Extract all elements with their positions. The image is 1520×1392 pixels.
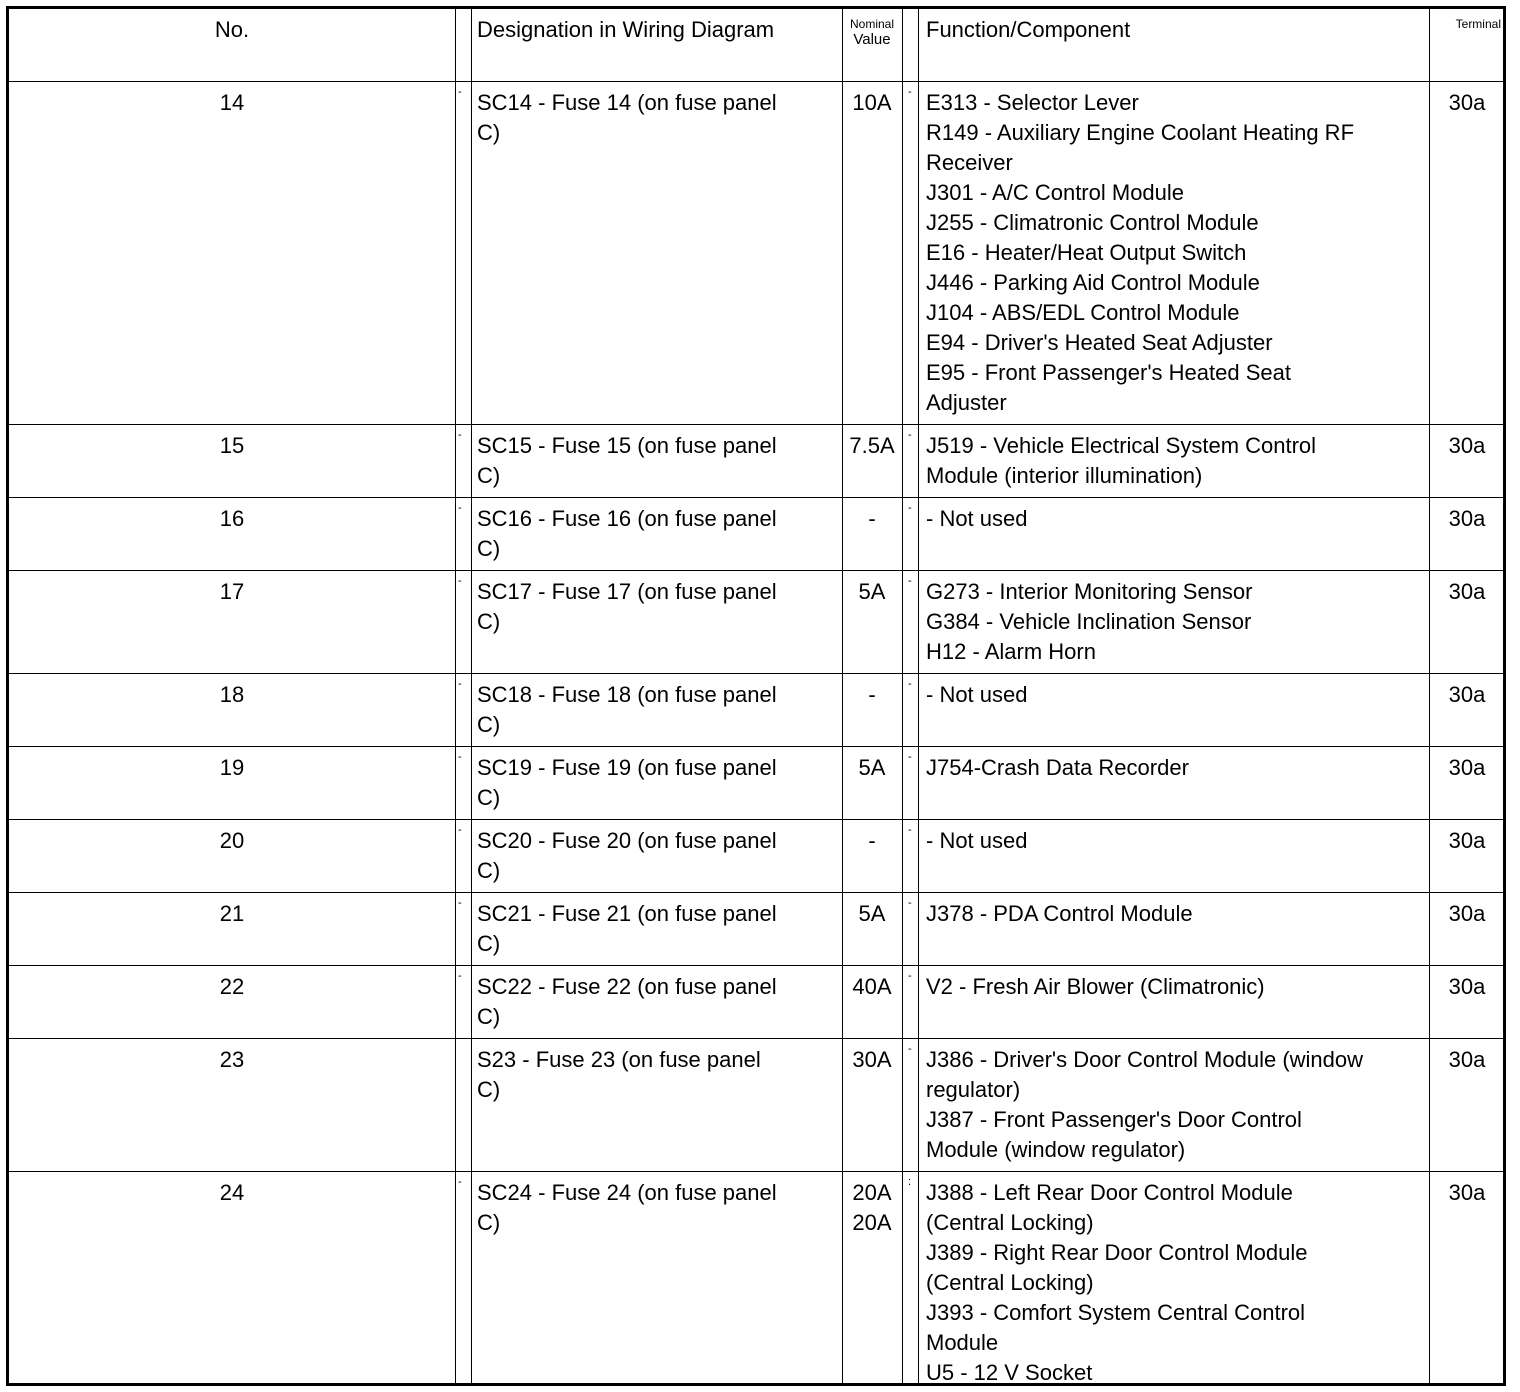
nominal-value-line: 20A — [852, 1180, 892, 1205]
designation-line: C) — [477, 931, 501, 956]
tick-mark: - — [458, 897, 462, 909]
function-component-line: J754-Crash Data Recorder — [926, 755, 1189, 780]
header-designation: Designation in Wiring Diagram — [477, 17, 775, 42]
nominal-value — [842, 571, 902, 607]
function-component-line: regulator) — [926, 1077, 1021, 1102]
tick-mark: - — [908, 751, 912, 763]
nominal-value — [842, 1172, 902, 1238]
terminal: 30a — [1448, 828, 1486, 853]
designation-line: C) — [477, 785, 501, 810]
fuse-number: 19 — [219, 755, 245, 780]
fuse-number: 22 — [219, 974, 245, 999]
terminal: 30a — [1448, 974, 1486, 999]
function-component — [926, 966, 1436, 1002]
nominal-value — [842, 82, 902, 118]
function-component-line: Module — [926, 1330, 999, 1355]
designation-line: C) — [477, 858, 501, 883]
nominal-value-line: 10A — [852, 90, 892, 115]
nominal-value-line: 5A — [858, 755, 886, 780]
tick-mark: - — [908, 575, 912, 587]
fuse-number: 24 — [219, 1180, 245, 1205]
function-component-line: - Not used — [926, 828, 1028, 853]
designation — [477, 747, 847, 813]
header-no: No. — [214, 17, 250, 42]
header-terminal: Terminal — [1455, 17, 1501, 31]
function-component-line: J301 - A/C Control Module — [926, 180, 1185, 205]
function-component-line: G384 - Vehicle Inclination Sensor — [926, 609, 1252, 634]
designation-line: C) — [477, 120, 501, 145]
function-component-line: J386 - Driver's Door Control Module (window — [926, 1047, 1364, 1072]
tick-mark: - — [458, 575, 462, 587]
function-component-line: J387 - Front Passenger's Door Control — [926, 1107, 1302, 1132]
designation — [477, 571, 847, 637]
nominal-value — [842, 966, 902, 1002]
table-row — [9, 571, 1503, 674]
function-component-line: E94 - Driver's Heated Seat Adjuster — [926, 330, 1273, 355]
designation-line: SC21 - Fuse 21 (on fuse panel — [477, 901, 777, 926]
tick-mark: - — [908, 502, 912, 514]
nominal-value-line: 40A — [852, 974, 892, 999]
tick-mark: - — [458, 751, 462, 763]
function-component — [926, 425, 1436, 491]
designation-line: SC15 - Fuse 15 (on fuse panel — [477, 433, 777, 458]
tick-mark: - — [458, 1176, 462, 1188]
function-component-line: E16 - Heater/Heat Output Switch — [926, 240, 1247, 265]
designation-line: C) — [477, 1004, 501, 1029]
designation-line: C) — [477, 712, 501, 737]
terminal: 30a — [1448, 506, 1486, 531]
designation — [477, 893, 847, 959]
fuse-table — [6, 6, 1506, 1386]
designation-line: C) — [477, 463, 501, 488]
fuse-number: 21 — [219, 901, 245, 926]
terminal: 30a — [1448, 901, 1486, 926]
terminal: 30a — [1448, 1047, 1486, 1072]
function-component — [926, 82, 1436, 418]
tick-mark: - — [458, 678, 462, 690]
function-component-line: Module (window regulator) — [926, 1137, 1186, 1162]
fuse-number: 17 — [219, 579, 245, 604]
designation — [477, 498, 847, 564]
table-row — [9, 966, 1503, 1039]
terminal: 30a — [1448, 1180, 1486, 1205]
function-component-line: J519 - Vehicle Electrical System Control — [926, 433, 1317, 458]
function-component-line: U5 - 12 V Socket — [926, 1360, 1093, 1385]
table-row — [9, 674, 1503, 747]
nominal-value-line: - — [868, 506, 876, 531]
function-component-line: J389 - Right Rear Door Control Module — [926, 1240, 1308, 1265]
tick-mark: - — [458, 502, 462, 514]
nominal-value — [842, 1039, 902, 1075]
function-component-line: J388 - Left Rear Door Control Module — [926, 1180, 1293, 1205]
designation — [477, 966, 847, 1032]
tick-mark: - — [908, 970, 912, 982]
fuse-number: 14 — [219, 90, 245, 115]
function-component-line: J393 - Comfort System Central Control — [926, 1300, 1306, 1325]
fuse-number: 20 — [219, 828, 245, 853]
table-row — [9, 747, 1503, 820]
designation — [477, 82, 847, 148]
tick-mark: - — [908, 897, 912, 909]
function-component — [926, 571, 1436, 667]
function-component-line: J378 - PDA Control Module — [926, 901, 1193, 926]
function-component-line: E95 - Front Passenger's Heated Seat — [926, 360, 1291, 385]
nominal-value-line: 30A — [852, 1047, 892, 1072]
designation — [477, 820, 847, 886]
designation-line: C) — [477, 609, 501, 634]
function-component-line: J255 - Climatronic Control Module — [926, 210, 1259, 235]
terminal: 30a — [1448, 90, 1486, 115]
table-row — [9, 425, 1503, 498]
header-function: Function/Component — [926, 17, 1131, 42]
function-component-line: R149 - Auxiliary Engine Coolant Heating RF — [926, 120, 1355, 145]
table-row — [9, 893, 1503, 966]
nominal-value — [842, 498, 902, 534]
terminal: 30a — [1448, 682, 1486, 707]
function-component-line: V2 - Fresh Air Blower (Climatronic) — [926, 974, 1265, 999]
nominal-value — [842, 820, 902, 856]
table-row — [9, 82, 1503, 425]
terminal: 30a — [1448, 579, 1486, 604]
nominal-value — [842, 747, 902, 783]
function-component-line: Module (interior illumination) — [926, 463, 1203, 488]
designation-line: C) — [477, 536, 501, 561]
function-component-line: Adjuster — [926, 390, 1007, 415]
designation-line: SC18 - Fuse 18 (on fuse panel — [477, 682, 777, 707]
nominal-value-line: 20A — [852, 1210, 892, 1235]
fuse-number: 18 — [219, 682, 245, 707]
designation — [477, 1172, 847, 1238]
tick-mark: - — [458, 824, 462, 836]
terminal: 30a — [1448, 433, 1486, 458]
function-component-line: G273 - Interior Monitoring Sensor — [926, 579, 1253, 604]
tick-mark: - — [908, 1043, 912, 1055]
designation-line: C) — [477, 1077, 501, 1102]
tick-mark: - — [908, 678, 912, 690]
table-row — [9, 820, 1503, 893]
designation-line: C) — [477, 1210, 501, 1235]
function-component — [926, 674, 1436, 710]
tick-mark: - — [458, 970, 462, 982]
table-row — [9, 498, 1503, 571]
designation-line: SC24 - Fuse 24 (on fuse panel — [477, 1180, 777, 1205]
function-component — [926, 498, 1436, 534]
function-component-line: (Central Locking) — [926, 1210, 1094, 1235]
function-component-line: J446 - Parking Aid Control Module — [926, 270, 1260, 295]
nominal-value-line: 7.5A — [849, 433, 895, 458]
tick-mark: - — [458, 429, 462, 441]
function-component — [926, 1172, 1436, 1388]
designation — [477, 1039, 847, 1105]
nominal-value-line: - — [868, 828, 876, 853]
nominal-value — [842, 674, 902, 710]
terminal: 30a — [1448, 755, 1486, 780]
function-component-line: J104 - ABS/EDL Control Module — [926, 300, 1240, 325]
table-header — [9, 9, 1503, 82]
function-component-line: H12 - Alarm Horn — [926, 639, 1096, 664]
designation — [477, 425, 847, 491]
nominal-value-line: - — [868, 682, 876, 707]
function-component — [926, 820, 1436, 856]
designation-line: SC17 - Fuse 17 (on fuse panel — [477, 579, 777, 604]
tick-mark: : — [908, 1176, 912, 1188]
tick-mark: - — [458, 86, 462, 98]
designation-line: SC14 - Fuse 14 (on fuse panel — [477, 90, 777, 115]
tick-mark: - — [908, 824, 912, 836]
function-component-line: (Central Locking) — [926, 1270, 1094, 1295]
nominal-value-line: 5A — [858, 579, 886, 604]
function-component-line: - Not used — [926, 682, 1028, 707]
table-row — [9, 1039, 1503, 1172]
designation-line: SC20 - Fuse 20 (on fuse panel — [477, 828, 777, 853]
designation-line: SC19 - Fuse 19 (on fuse panel — [477, 755, 777, 780]
designation-line: SC22 - Fuse 22 (on fuse panel — [477, 974, 777, 999]
function-component — [926, 1039, 1436, 1165]
fuse-number: 15 — [219, 433, 245, 458]
function-component-line: E313 - Selector Lever — [926, 90, 1139, 115]
designation-line: S23 - Fuse 23 (on fuse panel — [477, 1047, 761, 1072]
designation-line: SC16 - Fuse 16 (on fuse panel — [477, 506, 777, 531]
function-component — [926, 893, 1436, 929]
header-nominal-value — [842, 9, 902, 49]
function-component-line: - Not used — [926, 506, 1028, 531]
designation — [477, 674, 847, 740]
tick-mark: - — [908, 86, 912, 98]
nominal-value — [842, 893, 902, 929]
header-nominal-line2: Value — [853, 31, 891, 48]
function-component-line: Receiver — [926, 150, 1013, 175]
fuse-number: 16 — [219, 506, 245, 531]
header-nominal-line1: Nominal — [849, 17, 894, 31]
table-row — [9, 1172, 1503, 1383]
fuse-number: 23 — [219, 1047, 245, 1072]
nominal-value-line: 5A — [858, 901, 886, 926]
nominal-value — [842, 425, 902, 461]
function-component — [926, 747, 1436, 783]
tick-mark: - — [908, 429, 912, 441]
